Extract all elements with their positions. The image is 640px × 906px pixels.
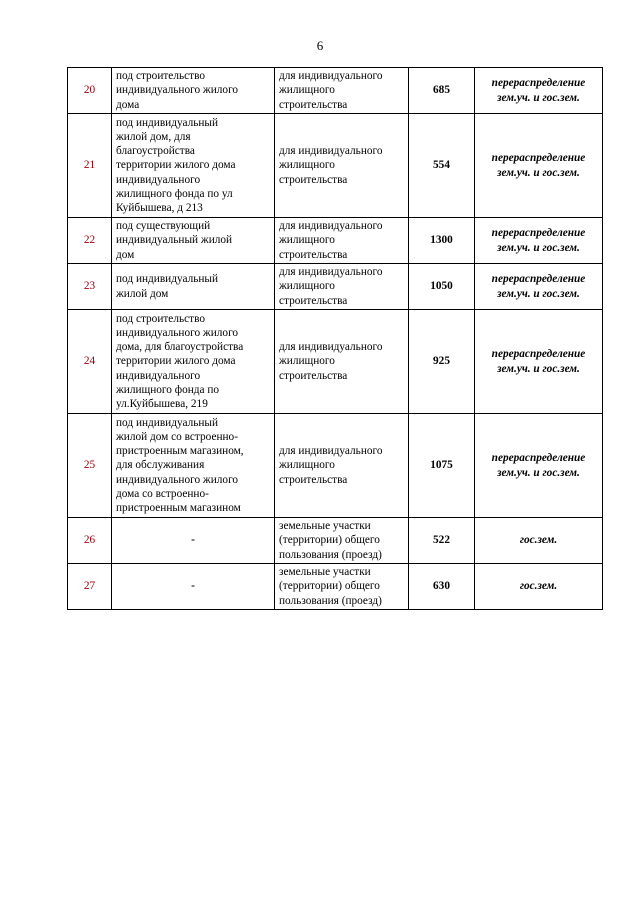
table-row — [68, 310, 603, 414]
page-number: 6 — [316, 38, 324, 53]
table-row — [68, 518, 603, 564]
plot-purpose: под существующий индивидуальный жилой дом — [116, 220, 233, 261]
permitted-use: для индивидуального жилищного строительства — [279, 445, 383, 486]
land-plots-table — [67, 67, 603, 610]
permitted-use: для индивидуального жилищного строительства — [279, 145, 383, 186]
plot-purpose: под индивидуальный жилой дом со встроенно- пристроенным магазином, для обслуживания индивидуального жилого дома со встроенно- пристроенным магазином — [116, 416, 244, 514]
row-number: 22 — [68, 218, 112, 264]
permitted-use: земельные участки (территории) общего пользования (проезд) — [279, 520, 382, 561]
plot-area: 630 — [409, 564, 475, 610]
plot-area: 554 — [409, 114, 475, 218]
table-row — [68, 564, 603, 610]
row-number: 23 — [68, 264, 112, 310]
row-number: 27 — [68, 564, 112, 610]
table-row — [68, 264, 603, 310]
plot-area: 685 — [409, 68, 475, 114]
land-category: перераспределение зем.уч. и гос.зем. — [491, 348, 586, 375]
plot-area: 1300 — [409, 218, 475, 264]
plot-purpose: под индивидуальный жилой дом — [116, 273, 219, 300]
permitted-use: земельные участки (территории) общего пользования (проезд) — [279, 566, 382, 607]
land-category: перераспределение зем.уч. и гос.зем. — [491, 77, 586, 104]
plot-area: 1075 — [409, 414, 475, 518]
plot-area: 1050 — [409, 264, 475, 310]
land-category: перераспределение зем.уч. и гос.зем. — [491, 227, 586, 254]
table-row — [68, 114, 603, 218]
row-number: 25 — [68, 414, 112, 518]
permitted-use: для индивидуального жилищного строительства — [279, 220, 383, 261]
row-number: 20 — [68, 68, 112, 114]
permitted-use: для индивидуального жилищного строительства — [279, 266, 383, 307]
table-row — [68, 414, 603, 518]
permitted-use: для индивидуального жилищного строительства — [279, 341, 383, 382]
land-category: гос.зем. — [519, 580, 558, 593]
row-number: 26 — [68, 518, 112, 564]
plot-purpose: под строительство индивидуального жилого дома, для благоустройства территории жилого дома индивидуального жилищного фонда по ул.Куйбышева, 219 — [116, 312, 244, 410]
table-row — [68, 218, 603, 264]
plot-area: 925 — [409, 310, 475, 414]
plot-purpose: - — [112, 518, 275, 564]
land-category: перераспределение зем.уч. и гос.зем. — [491, 273, 586, 300]
table-row — [68, 68, 603, 114]
permitted-use: для индивидуального жилищного строительства — [279, 70, 383, 111]
plot-area: 522 — [409, 518, 475, 564]
land-category: перераспределение зем.уч. и гос.зем. — [491, 152, 586, 179]
plot-purpose: под строительство индивидуального жилого дома — [116, 70, 239, 111]
land-category: перераспределение зем.уч. и гос.зем. — [491, 452, 586, 479]
row-number: 21 — [68, 114, 112, 218]
row-number: 24 — [68, 310, 112, 414]
land-category: гос.зем. — [519, 534, 558, 547]
plot-purpose: - — [112, 564, 275, 610]
plot-purpose: под индивидуальный жилой дом, для благоустройства территории жилого дома индивидуального жилищного фонда по ул Куйбышева, д 213 — [116, 116, 236, 214]
